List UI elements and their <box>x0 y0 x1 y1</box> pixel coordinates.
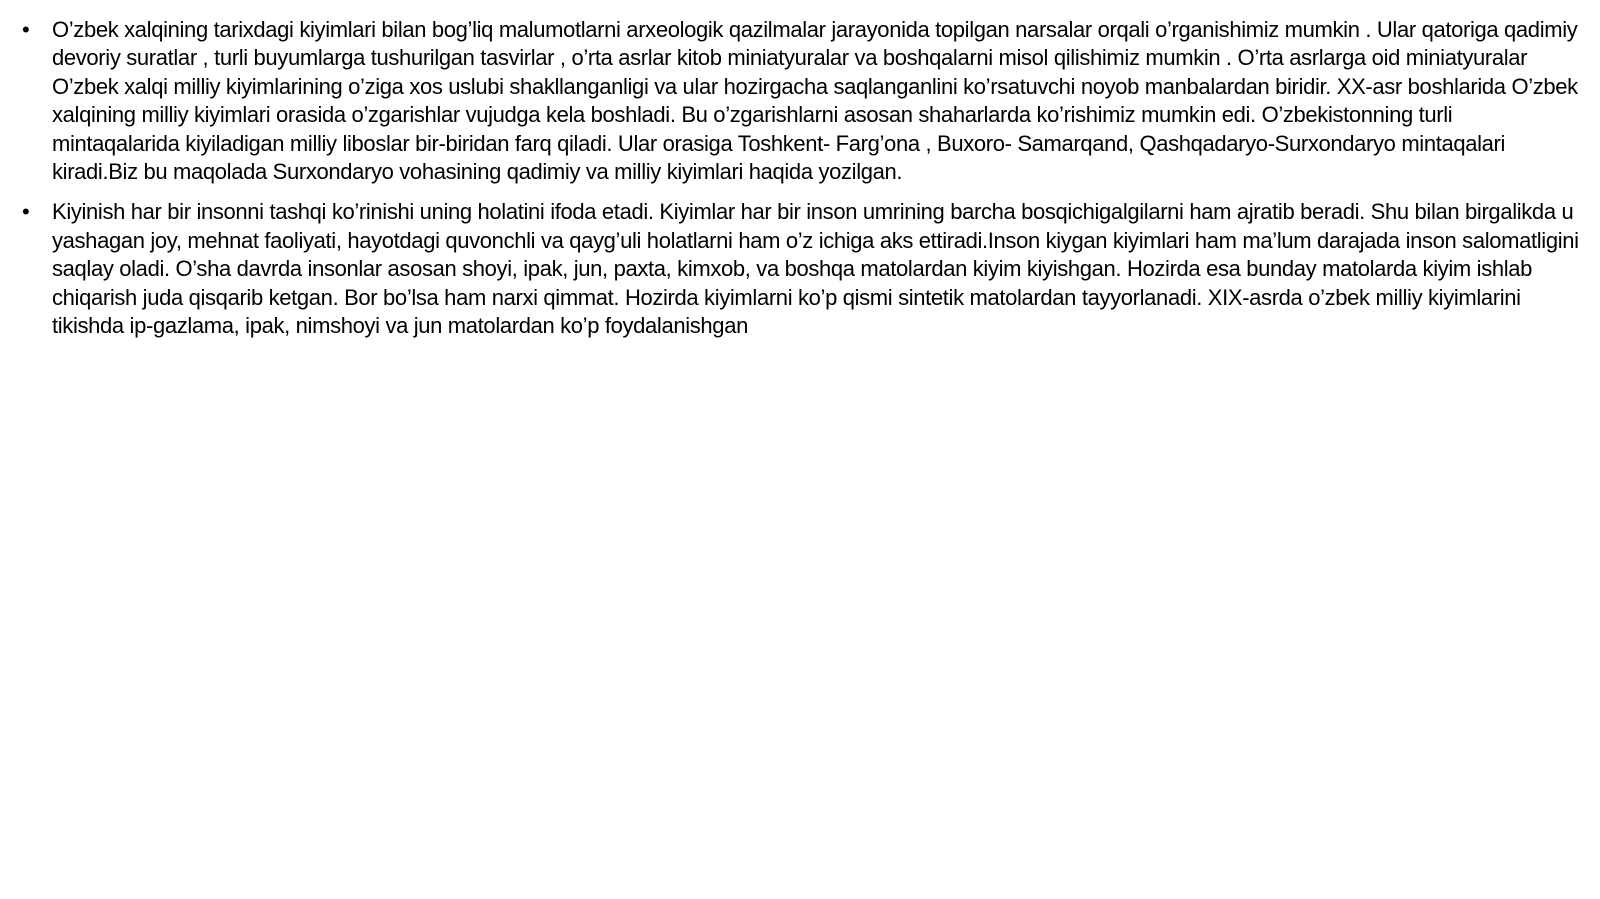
list-item <box>22 198 1584 340</box>
bullet-list <box>22 16 1584 352</box>
bullet-icon: • <box>22 199 30 225</box>
paragraph-text: O’zbek xalqining tarixdagi kiyimlari bilan bog’liq malumotlarni arxeologik qazilmalar jarayonida topilgan narsalar orqali o’rganishimiz mumkin . Ular qatoriga qadimiy devoriy suratlar , turli buyumlarga tushurilgan tasvirlar , o’rta asrlar kitob miniatyuralar va boshqalarni misol qilishimiz mumkin . O’rta asrlarga oid miniatyuralar O’zbek xalqi milliy kiyimlarining o’ziga xos uslubi shakllanganligi va ular hozirgacha saqlanganlini ko’rsatuvchi noyob manbalardan biridir. XX-asr boshlarida O’zbek xalqining milliy kiyimlari orasida o’zgarishlar vujudga kela boshladi. Bu o’zgarishlarni asosan shaharlarda ko’rishimiz mumkin edi. O’zbekistonning turli mintaqalarida kiyiladigan milliy liboslar bir-biridan farq qiladi. Ular orasiga Toshkent- Farg’ona , Buxoro- Samarqand, Qashqadaryo-Surxondaryo mintaqalari kiradi.Biz bu maqolada Surxondaryo vohasining qadimiy va milliy kiyimlari haqida yozilgan. <box>52 17 1578 185</box>
bullet-icon: • <box>22 17 30 42</box>
paragraph-text: Kiyinish har bir insonni tashqi ko’rinishi uning holatini ifoda etadi. Kiyimlar har bir inson umrining barcha bosqichigalgilarni ham ajratib beradi. Shu bilan birgalikda u yashagan joy, mehnat faoliyati, hayotdagi quvonchli va qayg’uli holatlarni ham o’z ichiga aks ettiradi.Inson kiygan kiyimlari ham ma’lum darajada inson salomatligini saqlay oladi. O’sha davrda insonlar asosan shoyi, ipak, jun, paxta, kimxob, va boshqa matolardan kiyim kiyishgan. Hozirda esa bunday matolarda kiyim ishlab chiqarish juda qisqarib ketgan. Bor bo’lsa ham narxi qimmat. Hozirda kiyimlarni ko’p qismi sintetik matolardan tayyorlanadi. XIX-asrda o’zbek milliy kiyimlarini tikishda ip-gazlama, ipak, nimshoyi va jun matolardan ko’p foydalanishgan <box>52 199 1579 339</box>
list-item <box>22 16 1584 186</box>
